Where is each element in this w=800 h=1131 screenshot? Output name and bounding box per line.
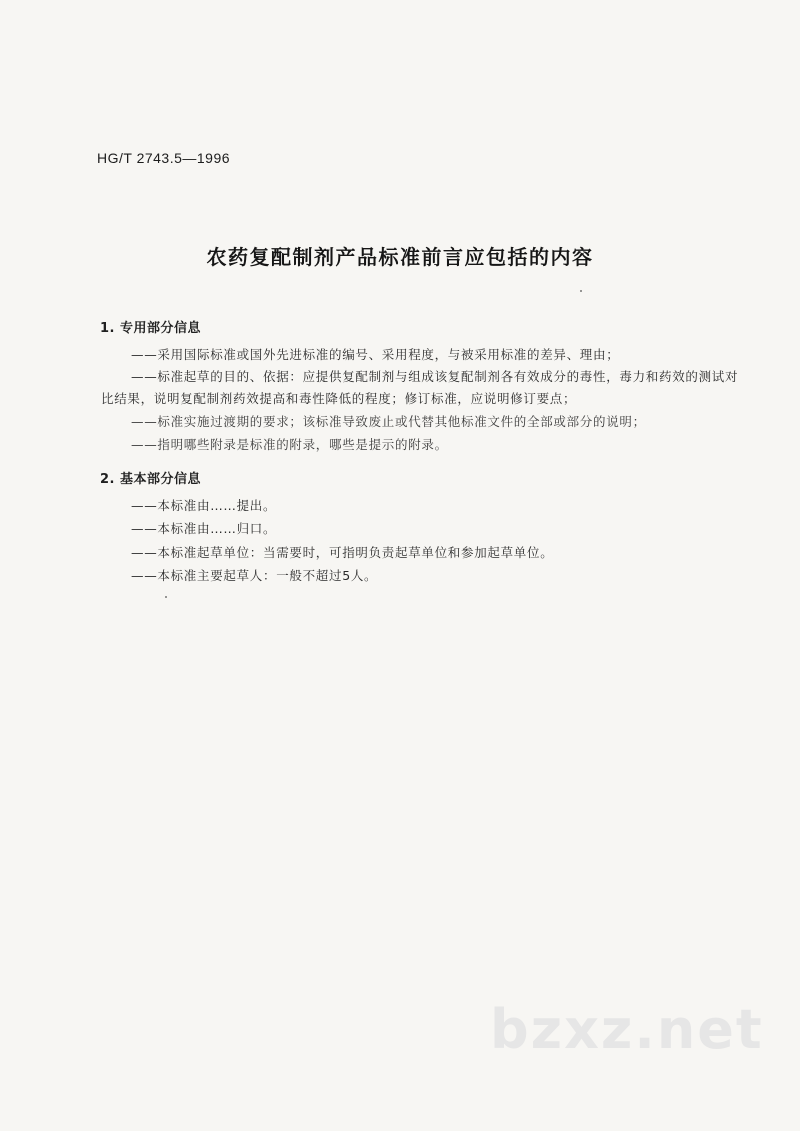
scan-speck [580, 290, 582, 292]
section-heading-specific-info: 1. 专用部分信息 [100, 321, 202, 336]
list-item: ——本标准主要起草人：一般不超过5人。 [131, 568, 378, 583]
watermark: bzxz.net [490, 998, 764, 1061]
scan-speck [165, 596, 167, 598]
document-title: 农药复配制剂产品标准前言应包括的内容 [206, 245, 594, 269]
list-item: ——标准实施过渡期的要求；该标准导致废止或代替其他标准文件的全部或部分的说明； [131, 414, 646, 429]
standard-code: HG/T 2743.5—1996 [97, 150, 231, 166]
list-item: ——指明哪些附录是标准的附录，哪些是提示的附录。 [131, 437, 448, 452]
list-item: ——采用国际标准或国外先进标准的编号、采用程度，与被采用标准的差异、理由； [131, 347, 620, 362]
list-item: ——本标准由……归口。 [131, 521, 277, 536]
list-item: ——标准起草的目的、依据：应提供复配制剂与组成该复配制剂各有效成分的毒性，毒力和药效的测试对比结果，说明复配制剂药效提高和毒性降低的程度；修订标准，应说明修订要点； [101, 369, 739, 406]
list-item: ——本标准起草单位：当需要时，可指明负责起草单位和参加起草单位。 [131, 545, 554, 560]
section-heading-basic-info: 2. 基本部分信息 [100, 472, 202, 487]
list-item: ——本标准由……提出。 [131, 498, 277, 513]
